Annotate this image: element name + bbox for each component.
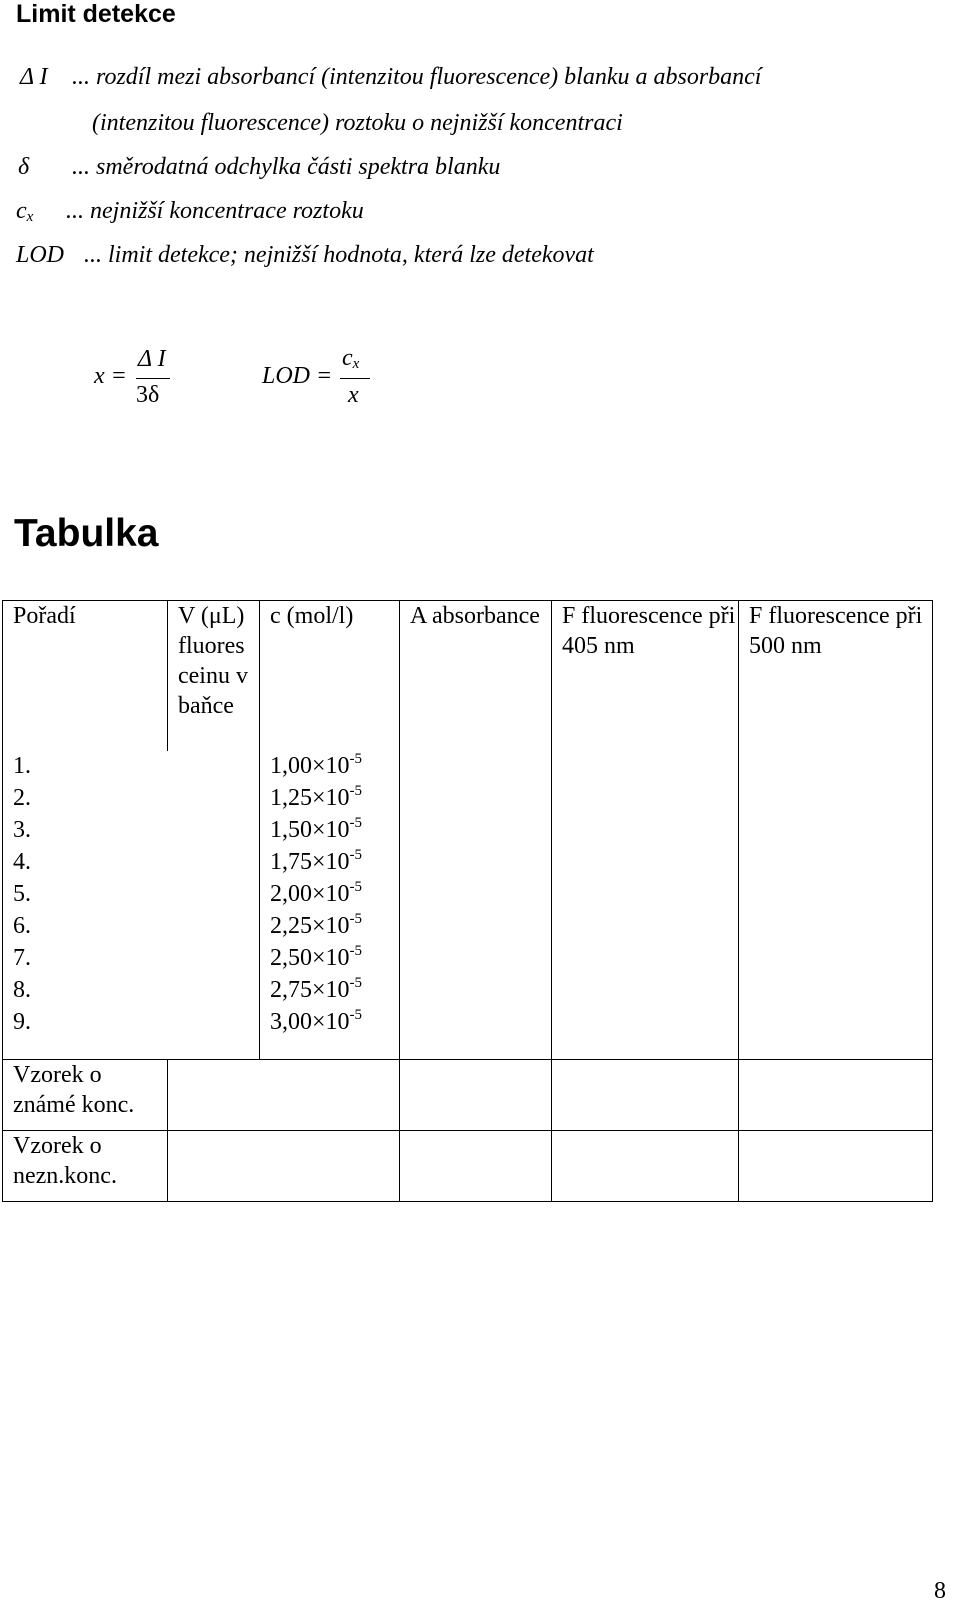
- row-concentration: $2,25\times 10^{-5}$: [260, 911, 400, 943]
- table-row: [3, 1007, 933, 1039]
- definition-delta-i: ... rozdíl mezi absorbancí (intenzitou fluorescence) blanku a absorbancí: [72, 64, 762, 90]
- row-order: 6.: [3, 911, 260, 943]
- table-row: [3, 975, 933, 1007]
- table-row: [3, 815, 933, 847]
- page-title: Limit detekce: [16, 0, 176, 28]
- header-fluorescence-405: F fluorescence při 405 nm: [552, 601, 739, 752]
- row-concentration: $2,75\times 10^{-5}$: [260, 975, 400, 1007]
- sample-known-label: Vzorek o známé konc.: [3, 1060, 168, 1131]
- row-concentration: $1,00\times 10^{-5}$: [260, 751, 400, 783]
- definition-lod: ... limit detekce; nejnižší hodnota, která lze detekovat: [84, 242, 594, 268]
- row-f500: [739, 847, 933, 879]
- delta-i-symbol: Δ I: [20, 64, 48, 90]
- formula2-numerator: $c_x$: [342, 345, 360, 372]
- measurement-table: [2, 600, 933, 1202]
- formula1-numerator: Δ I: [138, 346, 166, 372]
- lod-symbol: LOD: [16, 242, 65, 268]
- row-f405: [552, 751, 739, 783]
- formula2-denominator: x: [348, 382, 359, 408]
- sample-unknown-label: Vzorek o nezn.konc.: [3, 1131, 168, 1202]
- header-order: Pořadí: [3, 601, 168, 752]
- formula1-fraction-bar: [136, 378, 170, 379]
- row-order: 1.: [3, 751, 260, 783]
- row-f405: [552, 943, 739, 975]
- row-f405: [552, 847, 739, 879]
- row-concentration: $2,00\times 10^{-5}$: [260, 879, 400, 911]
- row-absorbance: [400, 943, 552, 975]
- formula2-lhs: LOD =: [262, 363, 333, 389]
- table-sample-row: [3, 1060, 933, 1131]
- header-concentration: c (mol/l): [260, 601, 400, 752]
- table-row: [3, 783, 933, 815]
- row-f405: [552, 911, 739, 943]
- table-row: [3, 879, 933, 911]
- row-absorbance: [400, 815, 552, 847]
- table-row: [3, 751, 933, 783]
- row-order: 9.: [3, 1007, 260, 1039]
- row-f500: [739, 751, 933, 783]
- header-fluorescence-500: F fluorescence při 500 nm: [739, 601, 933, 752]
- row-f500: [739, 943, 933, 975]
- row-order: 7.: [3, 943, 260, 975]
- table-sample-row: [3, 1131, 933, 1202]
- row-order: 8.: [3, 975, 260, 1007]
- row-f500: [739, 911, 933, 943]
- definition-cx: ... nejnižší koncentrace roztoku: [66, 198, 364, 224]
- row-absorbance: [400, 1007, 552, 1039]
- formula1-denominator: 3δ: [136, 382, 160, 408]
- row-f500: [739, 879, 933, 911]
- row-f500: [739, 975, 933, 1007]
- delta-symbol: δ: [18, 154, 30, 180]
- row-f405: [552, 815, 739, 847]
- row-absorbance: [400, 847, 552, 879]
- row-f405: [552, 783, 739, 815]
- row-concentration: $1,50\times 10^{-5}$: [260, 815, 400, 847]
- row-f500: [739, 1007, 933, 1039]
- table-title: Tabulka: [14, 512, 159, 555]
- row-f405: [552, 1007, 739, 1039]
- header-volume: V (μL) fluores ceinu v baňce: [168, 601, 260, 752]
- formula1-lhs: x =: [94, 363, 127, 389]
- table-row: [3, 847, 933, 879]
- row-f500: [739, 815, 933, 847]
- row-absorbance: [400, 783, 552, 815]
- row-concentration: $2,50\times 10^{-5}$: [260, 943, 400, 975]
- row-f405: [552, 975, 739, 1007]
- row-order: 5.: [3, 879, 260, 911]
- page-number: 8: [934, 1578, 946, 1604]
- row-concentration: $1,75\times 10^{-5}$: [260, 847, 400, 879]
- row-absorbance: [400, 911, 552, 943]
- table-spacer-row: [3, 1039, 933, 1060]
- row-absorbance: [400, 751, 552, 783]
- row-absorbance: [400, 879, 552, 911]
- row-concentration: $1,25\times 10^{-5}$: [260, 783, 400, 815]
- row-f500: [739, 783, 933, 815]
- table-header-row: [3, 601, 933, 752]
- row-absorbance: [400, 975, 552, 1007]
- row-order: 2.: [3, 783, 260, 815]
- row-f405: [552, 879, 739, 911]
- row-order: 3.: [3, 815, 260, 847]
- header-absorbance: A absorbance: [400, 601, 552, 752]
- table-row: [3, 911, 933, 943]
- formula2-fraction-bar: [340, 378, 370, 379]
- cx-symbol: $c_x$: [16, 198, 34, 225]
- definition-delta: ... směrodatná odchylka části spektra blanku: [72, 154, 501, 180]
- definition-delta-i-continued: (intenzitou fluorescence) roztoku o nejnižší koncentraci: [92, 110, 623, 136]
- table-row: [3, 943, 933, 975]
- row-concentration: $3,00\times 10^{-5}$: [260, 1007, 400, 1039]
- row-order: 4.: [3, 847, 260, 879]
